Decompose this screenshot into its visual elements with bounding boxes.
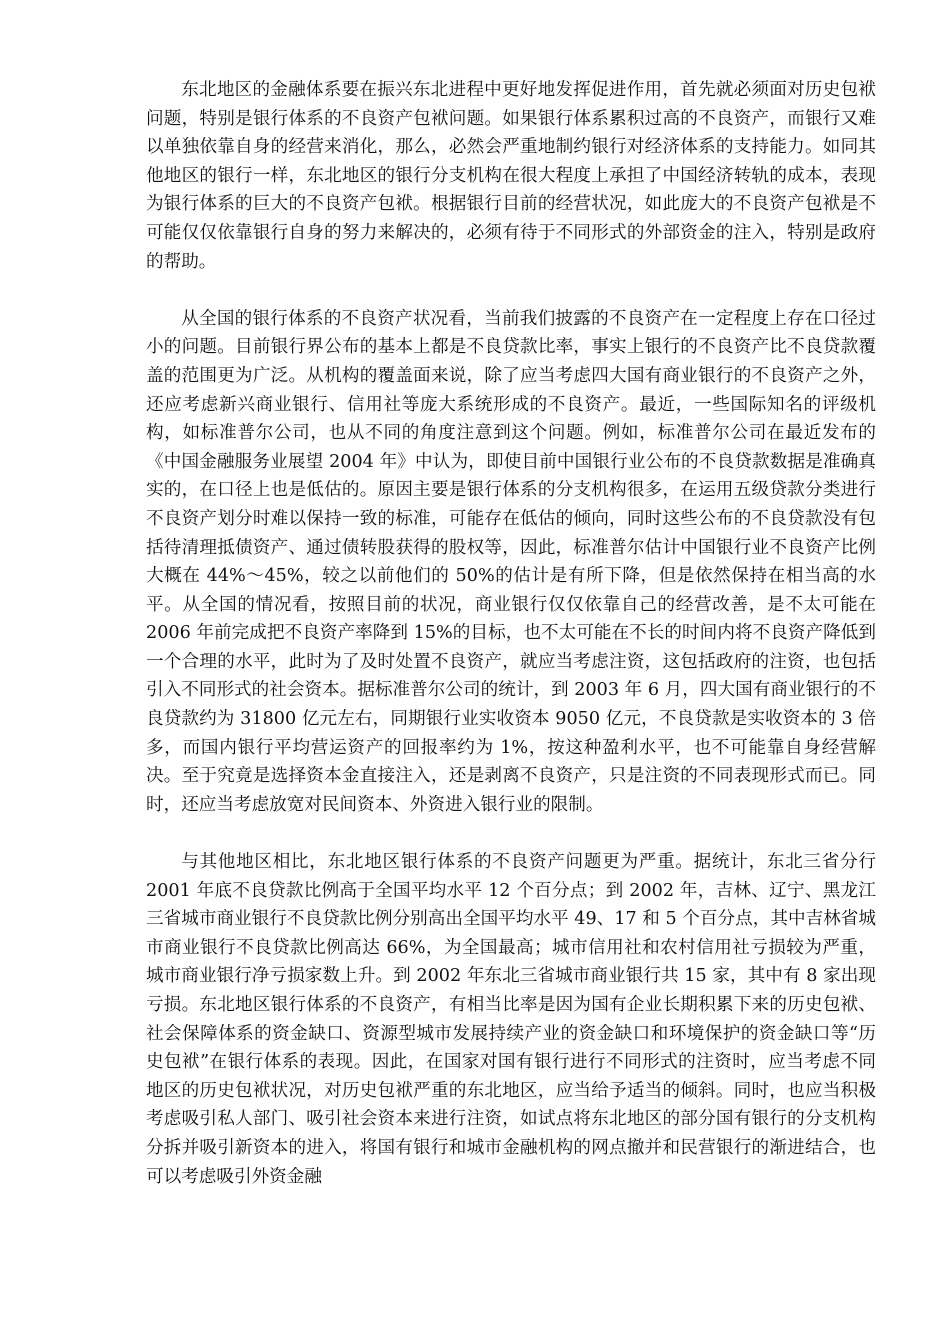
paragraph-2: 从全国的银行体系的不良资产状况看，当前我们披露的不良资产在一定程度上存在口径过小的问题。目前银行界公布的基本上都是不良贷款比率，事实上银行的不良资产比不良贷款覆盖的范围更为广泛。从机构的覆盖面来说，除了应当考虑四大国有商业银行的不良资产之外，还应考虑新兴商业银行、信用社等庞大系统形成的不良资产。最近，一些国际知名的评级机构，如标准普尔公司，也从不同的角度注意到这个问题。例如，标准普尔公司在最近发布的《中国金融服务业展望 2004 年》中认为，即使目前中国银行业公布的不良贷款数据是准确真实的，在口径上也是低估的。原因主要是银行体系的分支机构很多，在运用五级贷款分类进行不良资产划分时难以保持一致的标准，可能存在低估的倾向，同时这些公布的不良贷款没有包括待清理抵债资产、通过债转股获得的股权等，因此，标准普尔估计中国银行业不良资产比例大概在 44%～45%，较之以前他们的 50%的估计是有所下降，但是依然保持在相当高的水平。从全国的情况看，按照目前的状况，商业银行仅仅依靠自己的经营改善，是不太可能在 2006 年前完成把不良资产率降到 15%的目标，也不太可能在不长的时间内将不良资产降低到一个合理的水平，此时为了及时处置不良资产，就应当考虑注资，这包括政府的注资，也包括引入不同形式的社会资本。据标准普尔公司的统计，到 2003 年 6 月，四大国有商业银行的不良贷款约为 31800 亿元左右，同期银行业实收资本 9050 亿元，不良贷款是实收资本的 3 倍多，而国内银行平均营运资产的回报率约为 1%，按这种盈利水平，也不可能靠自身经营解决。至于究竟是选择资本金直接注入，还是剥离不良资产，只是注资的不同表现形式而已。同时，还应当考虑放宽对民间资本、外资进入银行业的限制。 bbox=[146, 308, 876, 815]
document-body bbox=[146, 76, 876, 1220]
paragraph-3: 与其他地区相比，东北地区银行体系的不良资产问题更为严重。据统计，东北三省分行 2001 年底不良贷款比例高于全国平均水平 12 个百分点；到 2002 年，吉林、辽宁、黑龙江三省城市商业银行不良贷款比例分别高出全国平均水平 49、17 和 5 个百分点，其中吉林省城市商业银行不良贷款比例高达 66%，为全国最高；城市信用社和农村信用社亏损较为严重，城市商业银行净亏损家数上升。到 2002 年东北三省城市商业银行共 15 家，其中有 8 家出现亏损。东北地区银行体系的不良资产，有相当比率是因为国有企业长期积累下来的历史包袱、社会保障体系的资金缺口、资源型城市发展持续产业的资金缺口和环境保护的资金缺口等“历史包袱”在银行体系的表现。因此，在国家对国有银行进行不同形式的注资时，应当考虑不同地区的历史包袱状况，对历史包袱严重的东北地区，应当给予适当的倾斜。同时，也应当积极考虑吸引私人部门、吸引社会资本来进行注资，如试点将东北地区的部分国有银行的分支机构分拆并吸引新资本的进入，将国有银行和城市金融机构的网点撤并和民营银行的渐进结合，也可以考虑吸引外资金融 bbox=[146, 852, 876, 1187]
paragraph-1: 东北地区的金融体系要在振兴东北进程中更好地发挥促进作用，首先就必须面对历史包袱问题，特别是银行体系的不良资产包袱问题。如果银行体系累积过高的不良资产，而银行又难以单独依靠自身的经营来消化，那么，必然会严重地制约银行对经济体系的支持能力。如同其他地区的银行一样，东北地区的银行分支机构在很大程度上承担了中国经济转轨的成本，表现为银行体系的巨大的不良资产包袱。根据银行目前的经营状况，如此庞大的不良资产包袱是不可能仅仅依靠银行自身的努力来解决的，必须有待于不同形式的外部资金的注入，特别是政府的帮助。 bbox=[146, 80, 876, 272]
